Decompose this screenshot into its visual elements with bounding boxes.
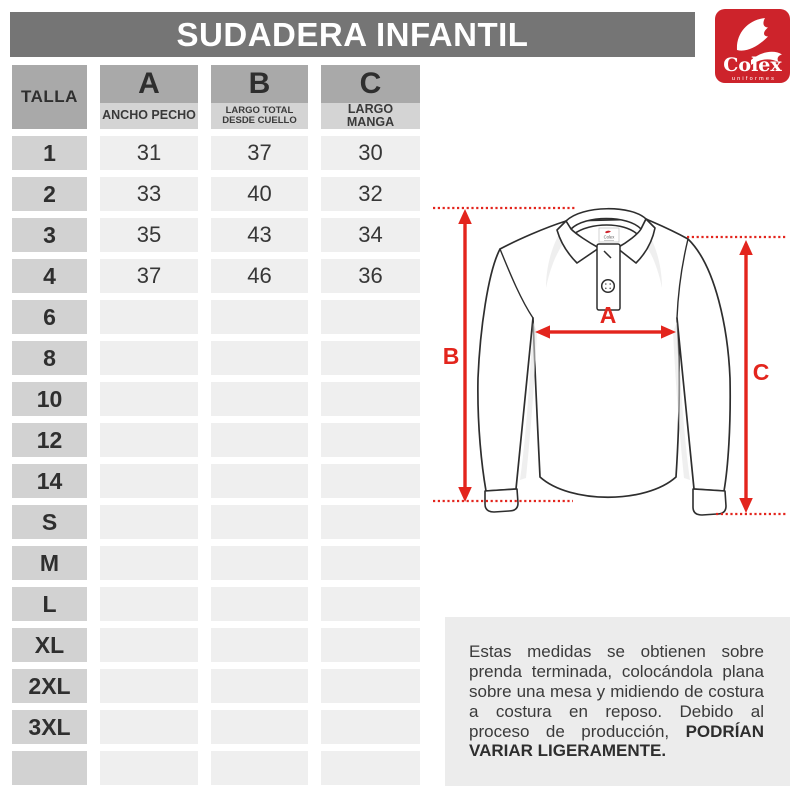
- value-cell-c: 30: [321, 136, 420, 170]
- value-cell-a: [100, 587, 198, 621]
- size-label-cell: S: [12, 505, 87, 539]
- value-cell-c: [321, 546, 420, 580]
- value-cell-a: [100, 751, 198, 785]
- value-cell-b: [211, 710, 308, 744]
- value-cell-c: [321, 669, 420, 703]
- value-cell-c: [321, 710, 420, 744]
- size-column-header: TALLA: [12, 65, 87, 129]
- value-cell-b: [211, 300, 308, 334]
- value-cell-c: [321, 300, 420, 334]
- value-cell-c: [321, 423, 420, 457]
- measure-arrow-b: [458, 209, 472, 502]
- value-cell-a: [100, 423, 198, 457]
- dim-label-c: C: [752, 359, 770, 385]
- note-box: [445, 617, 790, 786]
- size-label-cell: 3XL: [12, 710, 87, 744]
- value-cell-b: [211, 587, 308, 621]
- column-sublabel-a: ANCHO PECHO: [100, 103, 198, 129]
- value-cell-c: [321, 587, 420, 621]
- size-label-cell: 12: [12, 423, 87, 457]
- value-cell-b: 40: [211, 177, 308, 211]
- note-text: [469, 642, 764, 761]
- logo-brand: Colex: [723, 54, 782, 76]
- value-cell-a: [100, 300, 198, 334]
- value-cell-a: [100, 710, 198, 744]
- value-cell-a: [100, 341, 198, 375]
- value-cell-a: [100, 628, 198, 662]
- measure-arrow-c: [739, 240, 753, 513]
- value-cell-b: 43: [211, 218, 308, 252]
- value-cell-b: [211, 546, 308, 580]
- brand-logo: [715, 9, 790, 83]
- size-table: [12, 65, 420, 785]
- size-label-cell: 2XL: [12, 669, 87, 703]
- value-cell-b: [211, 341, 308, 375]
- size-label-cell: M: [12, 546, 87, 580]
- value-cell-c: [321, 751, 420, 785]
- value-cell-b: 37: [211, 136, 308, 170]
- neck-label-brand: Colex: [603, 234, 615, 240]
- value-cell-a: [100, 464, 198, 498]
- button: [602, 280, 615, 293]
- value-cell-c: [321, 505, 420, 539]
- column-letter-a: A: [100, 65, 198, 103]
- value-cell-c: [321, 341, 420, 375]
- size-label-cell: 8: [12, 341, 87, 375]
- value-cell-a: [100, 382, 198, 416]
- size-label-cell: XL: [12, 628, 87, 662]
- size-label-cell: 3: [12, 218, 87, 252]
- placket: [597, 244, 620, 310]
- shirt-illustration: [430, 180, 800, 550]
- size-label-cell: 6: [12, 300, 87, 334]
- value-cell-a: [100, 505, 198, 539]
- page-title: SUDADERA INFANTIL: [176, 15, 529, 53]
- value-cell-c: 32: [321, 177, 420, 211]
- column-letter-c: C: [321, 65, 420, 103]
- value-cell-b: 46: [211, 259, 308, 293]
- column-header-a: [100, 65, 198, 129]
- dim-label-a: A: [599, 302, 617, 328]
- value-cell-b: [211, 382, 308, 416]
- size-label-cell: 10: [12, 382, 87, 416]
- value-cell-b: [211, 628, 308, 662]
- note-emphasis: PODRÍAN VARIAR LIGERAMENTE.: [469, 721, 764, 761]
- note-body: Estas medidas se obtienen sobre prenda terminada, colocándola plana sobre una mesa y midiendo de costura a costura en reposo. Debido al proceso de producción,: [469, 642, 764, 741]
- size-label-cell: [12, 751, 87, 785]
- column-header-b: [211, 65, 308, 129]
- value-cell-b: [211, 505, 308, 539]
- dim-label-b: B: [442, 343, 460, 369]
- value-cell-b: [211, 464, 308, 498]
- size-label-cell: L: [12, 587, 87, 621]
- value-cell-a: 37: [100, 259, 198, 293]
- value-cell-c: 36: [321, 259, 420, 293]
- value-cell-b: [211, 751, 308, 785]
- value-cell-c: [321, 382, 420, 416]
- size-label-cell: 4: [12, 259, 87, 293]
- value-cell-c: [321, 464, 420, 498]
- value-cell-c: 34: [321, 218, 420, 252]
- title-bar: [10, 12, 695, 57]
- value-cell-a: 33: [100, 177, 198, 211]
- value-cell-a: [100, 546, 198, 580]
- value-cell-b: [211, 669, 308, 703]
- value-cell-c: [321, 628, 420, 662]
- column-letter-b: B: [211, 65, 308, 103]
- value-cell-a: 35: [100, 218, 198, 252]
- logo-tagline: uniformes: [731, 76, 777, 82]
- column-sublabel-c: LARGO MANGA: [321, 103, 420, 129]
- column-sublabel-b: LARGO TOTAL DESDE CUELLO: [211, 103, 308, 129]
- size-label-cell: 2: [12, 177, 87, 211]
- neck-label: [599, 228, 619, 242]
- value-cell-a: [100, 669, 198, 703]
- size-label-cell: 14: [12, 464, 87, 498]
- value-cell-a: 31: [100, 136, 198, 170]
- column-header-c: [321, 65, 420, 129]
- value-cell-b: [211, 423, 308, 457]
- size-label-cell: 1: [12, 136, 87, 170]
